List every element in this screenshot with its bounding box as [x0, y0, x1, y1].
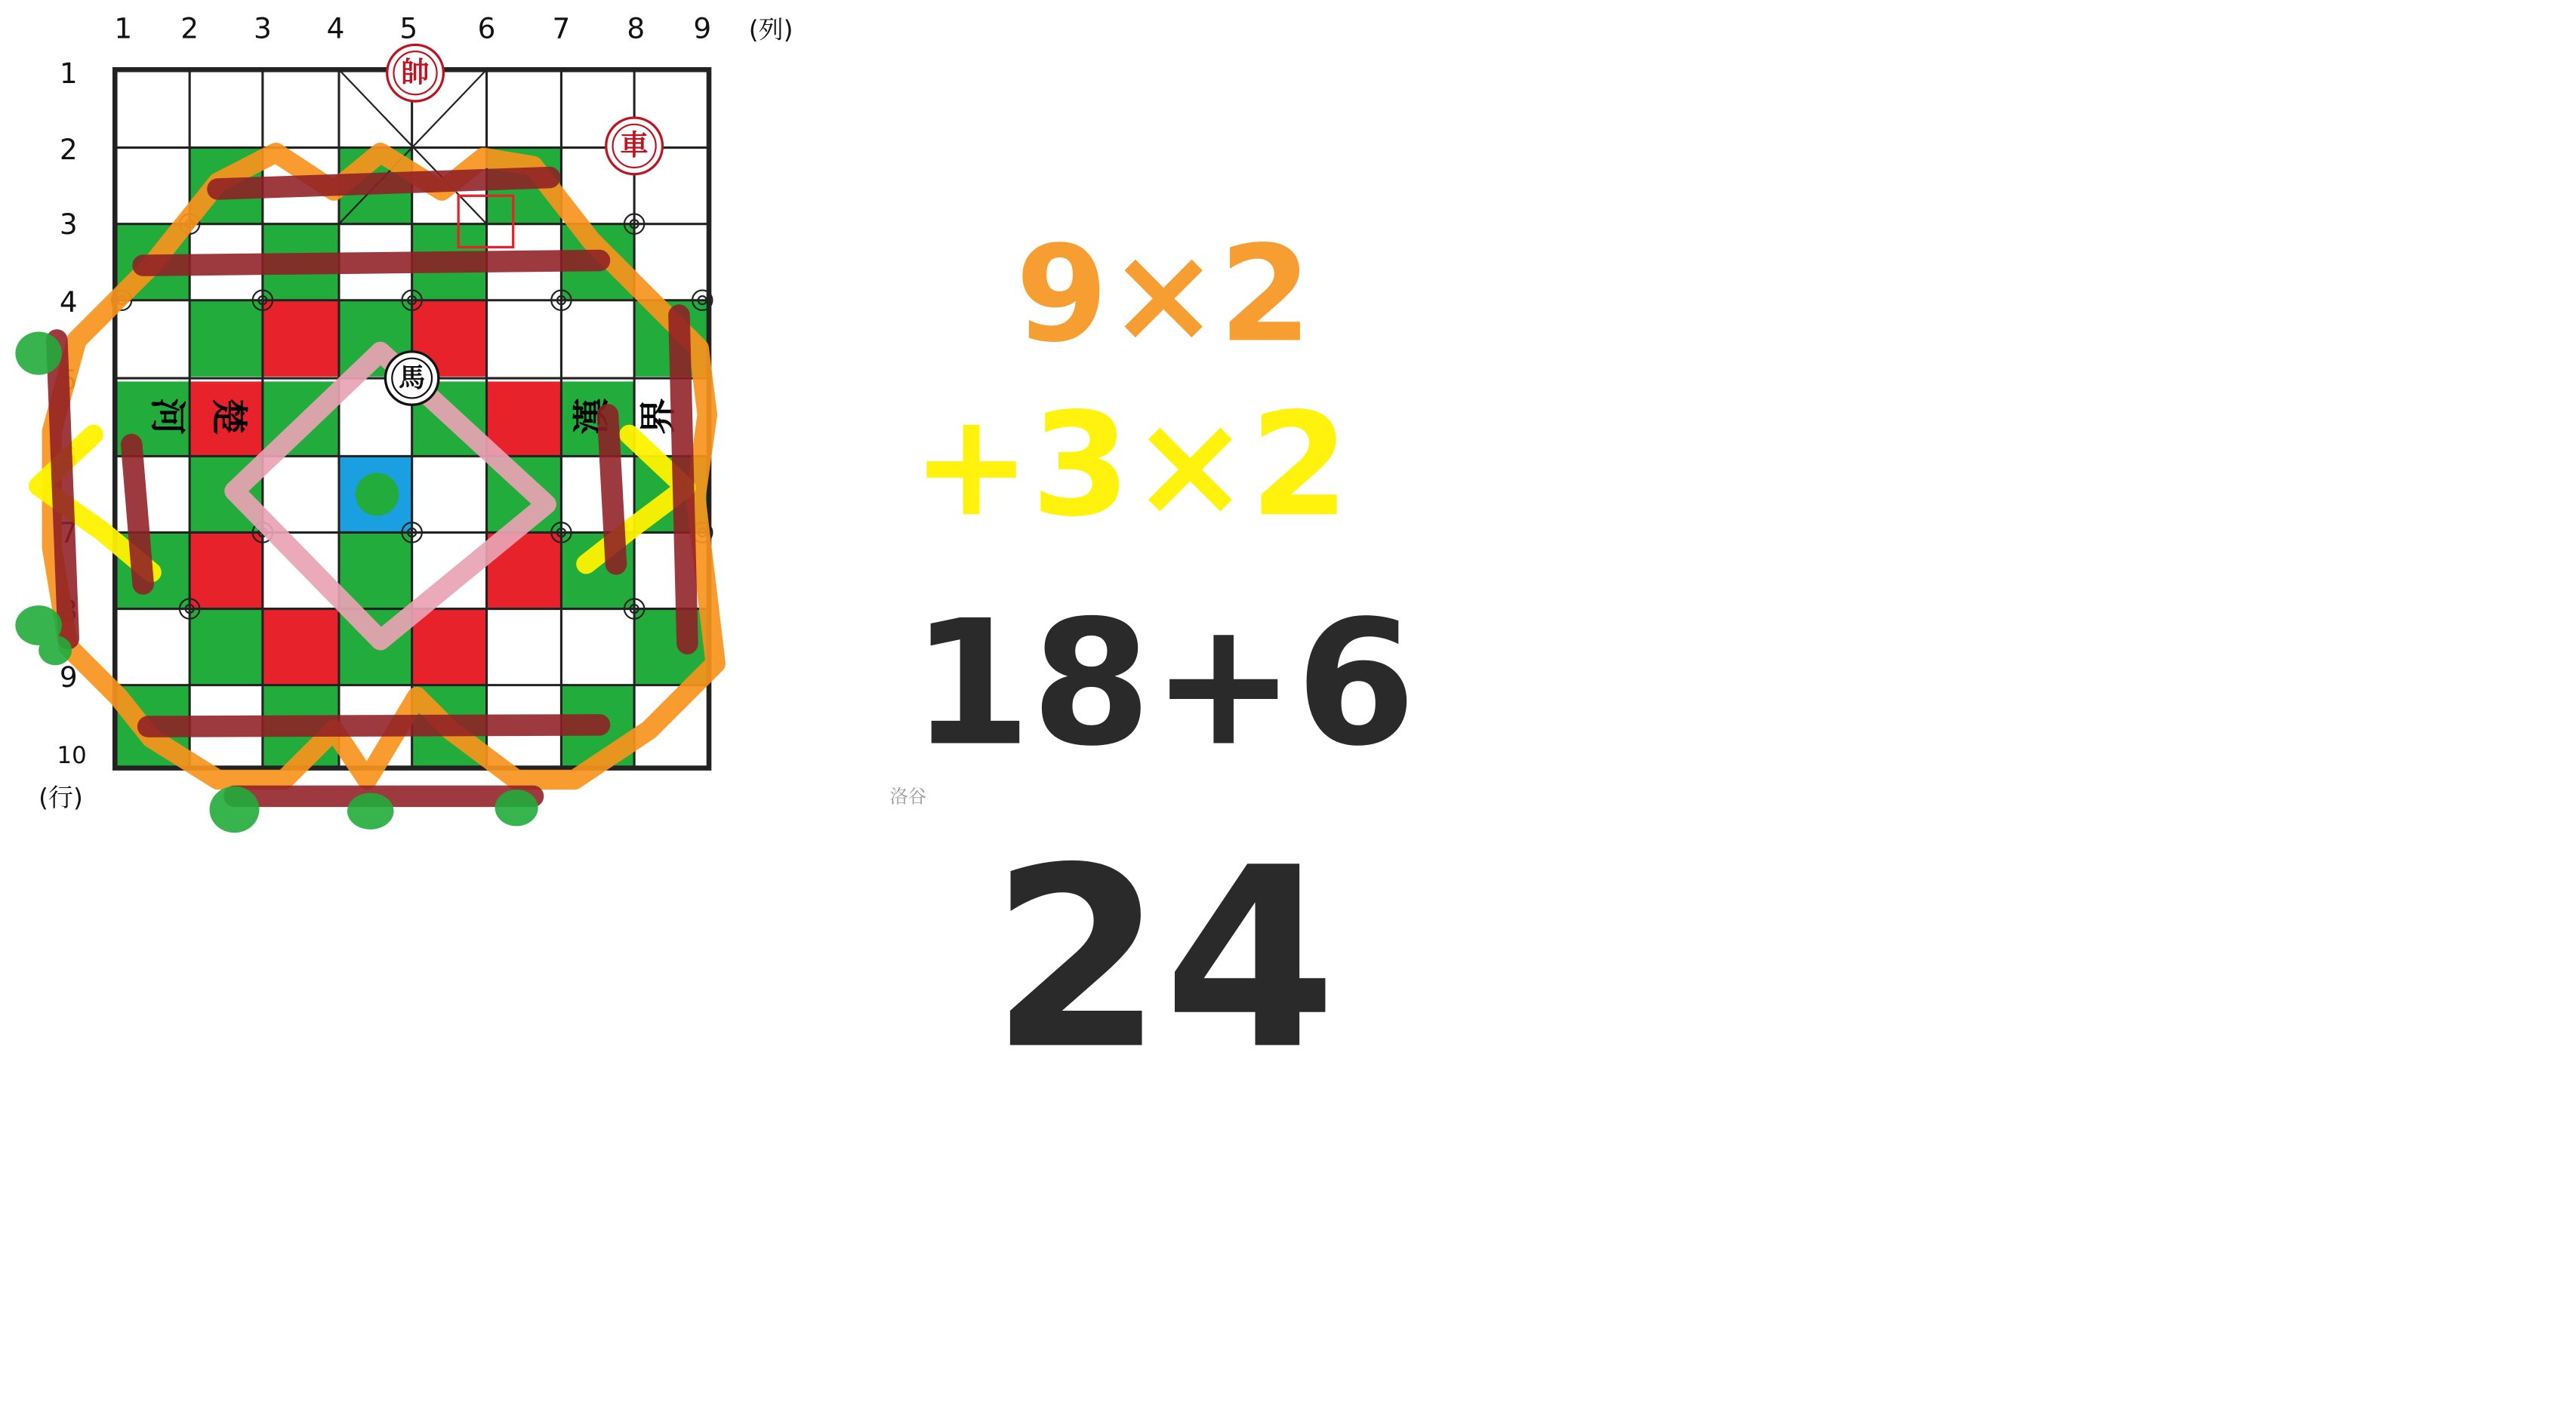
- river-label-jie: 界: [636, 398, 679, 435]
- maroon-stroke: [608, 414, 616, 564]
- math-work: [911, 218, 1416, 1104]
- maroon-stroke: [218, 177, 550, 189]
- red-square: [263, 609, 339, 685]
- column-labels: [114, 12, 793, 45]
- column-label: 3: [253, 11, 272, 45]
- row-label: 9: [59, 660, 78, 694]
- column-label: 1: [114, 11, 133, 45]
- maroon-stroke: [679, 316, 687, 644]
- piece-label: 馬: [399, 362, 426, 394]
- river-label-he: 河: [146, 398, 189, 435]
- row-label: 1: [59, 56, 78, 90]
- maroon-stroke: [148, 725, 599, 726]
- start-dot: [356, 473, 399, 516]
- piece-shuai[interactable]: [387, 45, 444, 101]
- column-label: 9: [693, 11, 712, 45]
- river-label-chu: 楚: [208, 398, 251, 435]
- column-label: 5: [399, 11, 418, 45]
- green-blob: [39, 636, 72, 666]
- column-unit: (列): [748, 14, 793, 45]
- piece-label: 車: [620, 128, 649, 162]
- math-line-1: 9×2: [1015, 217, 1312, 372]
- river-label-han: 漢: [570, 398, 613, 435]
- maroon-stroke: [143, 260, 599, 266]
- piece-ma[interactable]: [385, 352, 438, 405]
- red-square: [190, 532, 263, 608]
- math-line-3: 18+6: [911, 583, 1416, 784]
- maroon-stroke: [131, 445, 143, 584]
- watermark: 洛谷: [889, 786, 926, 808]
- math-line-4: 24: [990, 814, 1337, 1104]
- piece-che[interactable]: [606, 118, 663, 174]
- row-label: 6: [59, 441, 78, 475]
- column-label: 6: [477, 11, 496, 45]
- red-square: [412, 609, 487, 685]
- row-label: 2: [59, 132, 78, 166]
- row-label: 10: [57, 741, 87, 769]
- column-label: 8: [627, 11, 646, 45]
- green-blob: [347, 793, 394, 829]
- green-square: [190, 300, 263, 377]
- red-square: [263, 300, 339, 377]
- red-square: [487, 381, 562, 456]
- column-label: 7: [552, 11, 571, 45]
- piece-label: 帥: [401, 55, 430, 89]
- row-label: 7: [59, 516, 78, 550]
- row-label: 8: [59, 593, 78, 627]
- row-label: 5: [59, 363, 78, 397]
- green-blob: [210, 787, 260, 833]
- math-line-2: +3×2: [911, 382, 1350, 549]
- column-label: 4: [326, 11, 345, 45]
- column-label: 2: [180, 11, 199, 45]
- row-unit: (行): [39, 783, 83, 813]
- green-square: [190, 609, 263, 685]
- maroon-stroke: [57, 340, 68, 639]
- green-blob: [495, 790, 538, 826]
- green-blob: [15, 332, 62, 375]
- row-label: 4: [59, 285, 78, 319]
- row-label: 3: [59, 207, 78, 241]
